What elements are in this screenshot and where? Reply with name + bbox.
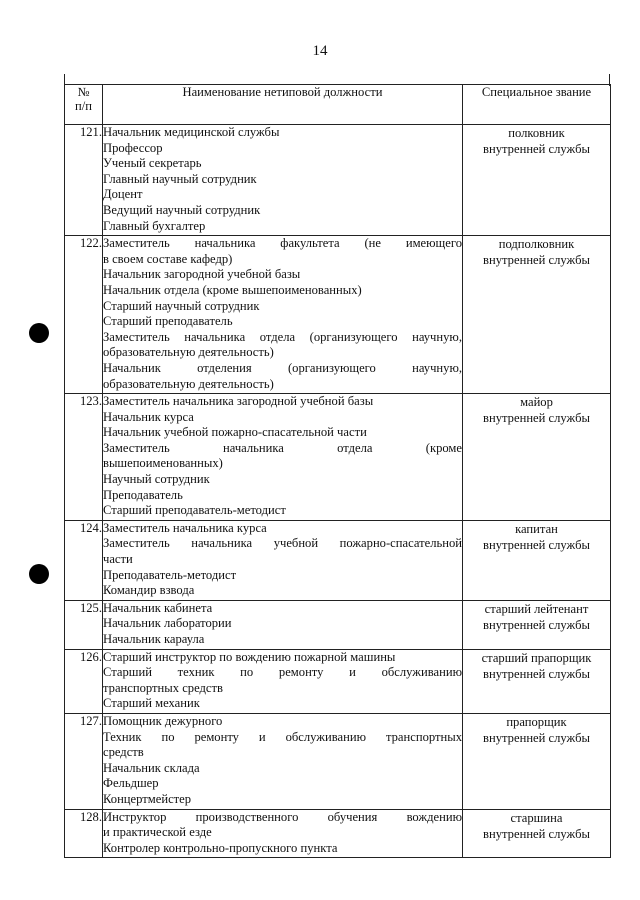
position-name-line: Главный бухгалтер [103,218,206,233]
special-rank-line: старший прапорщик [481,650,592,665]
special-rank-line: внутренней службы [483,142,590,156]
column-header-position-name: Наименование нетиповой должности [103,85,463,125]
special-rank-line: внутренней службы [483,666,590,681]
table-header-row [65,85,611,125]
special-rank-cell [463,236,611,394]
position-name-line: Техник по ремонту и обслуживанию транспортных [103,729,462,744]
position-name-line: вышепоименованных) [103,456,223,471]
position-name-line: Научный сотрудник [103,472,210,487]
position-names-cell [103,713,463,809]
special-rank-line: внутренней службы [483,730,590,745]
table-row [65,809,611,858]
position-name-line: Ведущий научный сотрудник [103,202,261,217]
special-rank-line: капитан [515,521,558,536]
position-name-line: средств [103,745,144,760]
row-number: 126. [65,649,103,713]
position-name-line: Ученый секретарь [103,156,202,171]
position-name-line: Начальник склада [103,760,200,775]
position-name-line: Фельдшер [103,776,159,791]
table-row [65,394,611,521]
column-header-number-line: № [77,85,90,99]
position-name-line: Заместитель начальника учебной пожарно-спасательной [103,536,462,551]
position-name-line: Контролер контрольно-пропускного пункта [103,840,338,855]
table-row [65,125,611,236]
position-name-line: Старший преподаватель [103,314,233,329]
position-name-line: Старший механик [103,696,200,711]
position-name-line: Концертмейстер [103,791,192,806]
position-name-line: Преподаватель [103,487,183,502]
row-number: 127. [65,713,103,809]
special-rank-line: внутренней службы [483,617,590,632]
position-name-line: Начальник кабинета [103,600,213,615]
special-rank-cell [463,520,611,600]
row-number: 122. [65,236,103,394]
table-row [65,600,611,649]
table-row [65,713,611,809]
position-name-line: Начальник медицинской службы [103,125,280,139]
table-row [65,520,611,600]
position-name-line: части [103,552,133,567]
position-name-line: Начальник курса [103,409,194,424]
position-name-line: Старший техник по ремонту и обслуживанию [103,665,462,680]
table-row [65,649,611,713]
position-name-line: Старший научный сотрудник [103,298,260,313]
special-rank-line: старшина [510,810,563,825]
row-number: 128. [65,809,103,858]
position-name-line: образовательную деятельность) [103,345,274,360]
row-number: 121. [65,125,103,236]
position-names-cell [103,520,463,600]
position-name-line: Заместитель начальника отдела (кроме [103,440,462,455]
position-name-line: Начальник отдела (кроме вышепоименованных) [103,282,362,297]
position-names-cell [103,394,463,521]
position-name-line: Начальник караула [103,632,205,646]
row-number: 125. [65,600,103,649]
punch-hole [29,323,49,343]
punch-hole [29,564,49,584]
position-names-cell [103,236,463,394]
position-name-line: транспортных средств [103,680,223,695]
special-rank-line: полковник [508,126,565,140]
table-row [65,236,611,394]
position-name-line: Начальник учебной пожарно-спасательной части [103,425,367,440]
position-name-line: в своем составе кафедр) [103,251,233,266]
row-number: 124. [65,520,103,600]
special-rank-line: старший лейтенант [484,601,589,616]
column-header-number [65,85,103,125]
position-name-line: Старший преподаватель-методист [103,503,286,518]
position-name-line: образовательную деятельность) [103,376,274,391]
special-rank-line: прапорщик [506,714,567,729]
position-name-line: Преподаватель-методист [103,567,237,582]
table-body [65,125,611,858]
special-rank-cell [463,809,611,858]
position-name-line: Старший инструктор по вождению пожарной машины [103,649,396,664]
special-rank-line: подполковник [498,237,575,252]
special-rank-line: майор [520,395,553,410]
position-names-cell [103,809,463,858]
special-rank-cell [463,649,611,713]
position-name-line: Профессор [103,140,163,155]
special-rank-cell [463,713,611,809]
special-rank-line: внутренней службы [483,537,590,552]
special-rank-line: внутренней службы [483,411,590,426]
position-name-line: Начальник лаборатории [103,616,232,631]
special-rank-cell [463,394,611,521]
position-names-cell [103,649,463,713]
position-name-line: Помощник дежурного [103,713,223,728]
positions-table [64,84,611,858]
position-names-cell [103,600,463,649]
position-name-line: Начальник загородной учебной базы [103,267,301,282]
column-header-special-rank: Специальное звание [463,85,611,125]
position-name-line: и практической езде [103,825,212,840]
special-rank-line: внутренней службы [483,253,590,268]
special-rank-line: внутренней службы [483,826,590,841]
column-header-number-line: п/п [75,99,92,113]
special-rank-cell [463,125,611,236]
position-name-line: Заместитель начальника курса [103,520,267,535]
position-names-cell [103,125,463,236]
row-number: 123. [65,394,103,521]
page-number: 14 [312,43,328,59]
position-name-line: Командир взвода [103,583,195,598]
position-name-line: Доцент [103,187,143,202]
position-name-line: Инструктор производственного обучения вождению [103,809,462,824]
position-name-line: Заместитель начальника отдела (организующего научную, [103,329,462,344]
position-name-line: Заместитель начальника загородной учебной базы [103,394,374,409]
position-name-line: Начальник отделения (организующего научную, [103,360,462,375]
special-rank-cell [463,600,611,649]
position-name-line: Заместитель начальника факультета (не имеющего [103,236,462,251]
position-name-line: Главный научный сотрудник [103,171,257,186]
